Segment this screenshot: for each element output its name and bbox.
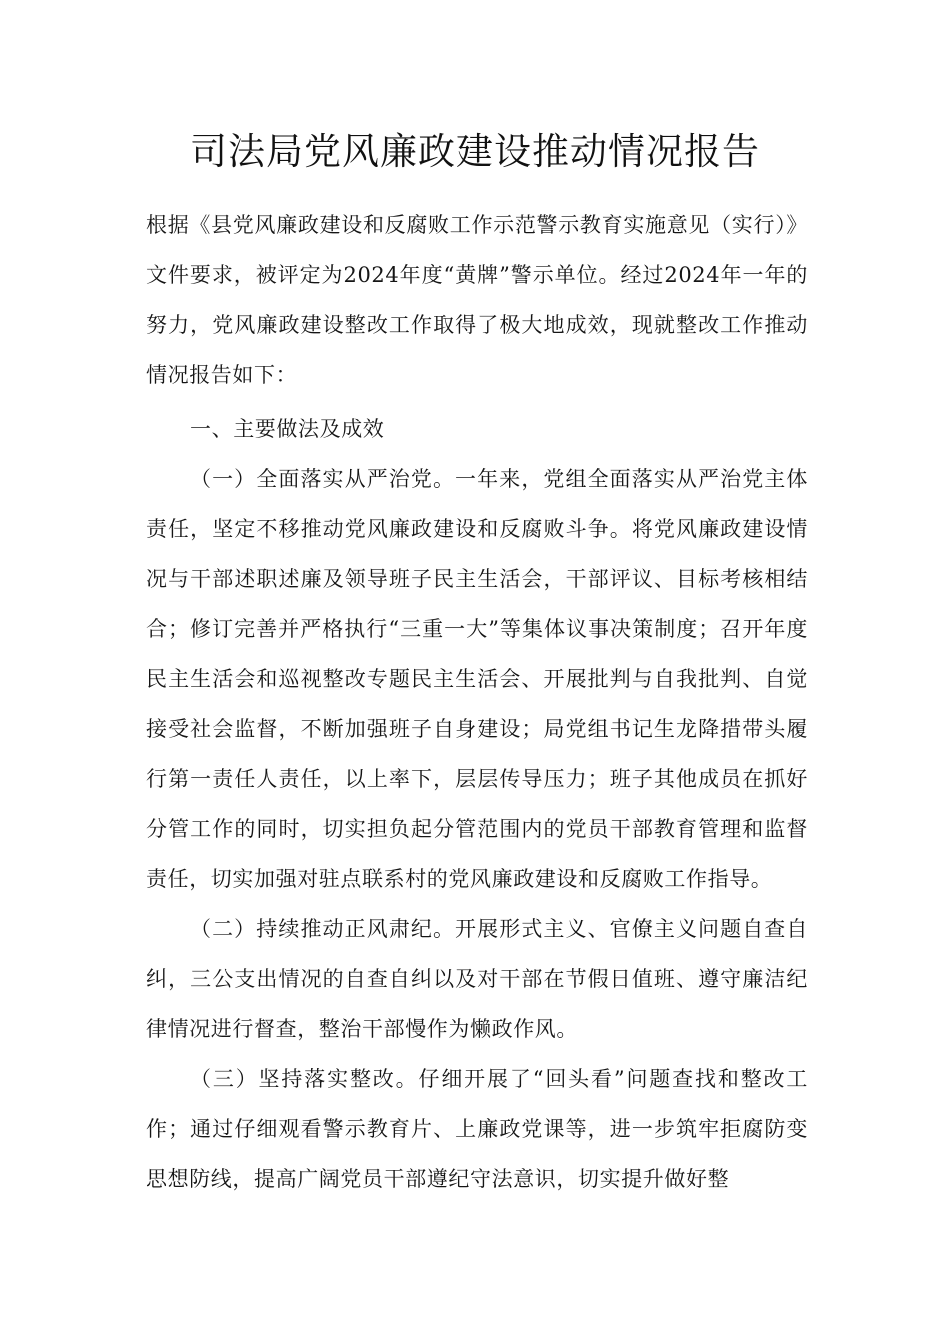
document-body [146,200,808,1204]
paragraph-item-3: （三）坚持落实整改。仔细开展了“回头看”问题查找和整改工作；通过仔细观看警示教育片、上廉政党课等，进一步筑牢拒腐防变思想防线，提高广阔党员干部遵纪守法意识，切实提升做好整 [146,1067,808,1191]
paragraph-item-2: （二）持续推动正风肃纪。开展形式主义、官僚主义问题自查自纠，三公支出情况的自查自纠以及对干部在节假日值班、遵守廉洁纪律情况进行督查，整治干部慢作为懒政作风。 [146,917,808,1041]
section-heading: 一、主要做法及成效 [190,417,385,441]
intro-paragraph: 根据《县党风廉政建设和反腐败工作示范警示教育实施意见（实行）》文件要求，被评定为2024年度“黄牌”警示单位。经过2024年一年的努力，党风廉政建设整改工作取得了极大地成效，现就整改工作推动情况报告如下： [146,213,808,387]
paragraph-item-1: （一）全面落实从严治党。一年来，党组全面落实从严治党主体责任，坚定不移推动党风廉政建设和反腐败斗争。将党风廉政建设情况与干部述职述廉及领导班子民主生活会，干部评议、目标考核相结合；修订完善并严格执行“三重一大”等集体议事决策制度；召开年度民主生活会和巡视整改专题民主生活会、开展批判与自我批判、自觉接受社会监督，不断加强班子自身建设；局党组书记生龙降措带头履行第一责任人责任，以上率下，层层传导压力；班子其他成员在抓好分管工作的同时，切实担负起分管范围内的党员干部教育管理和监督责任，切实加强对驻点联系村的党风廉政建设和反腐败工作指导。 [146,467,808,891]
document-title: 司法局党风廉政建设推动情况报告 [190,130,760,173]
